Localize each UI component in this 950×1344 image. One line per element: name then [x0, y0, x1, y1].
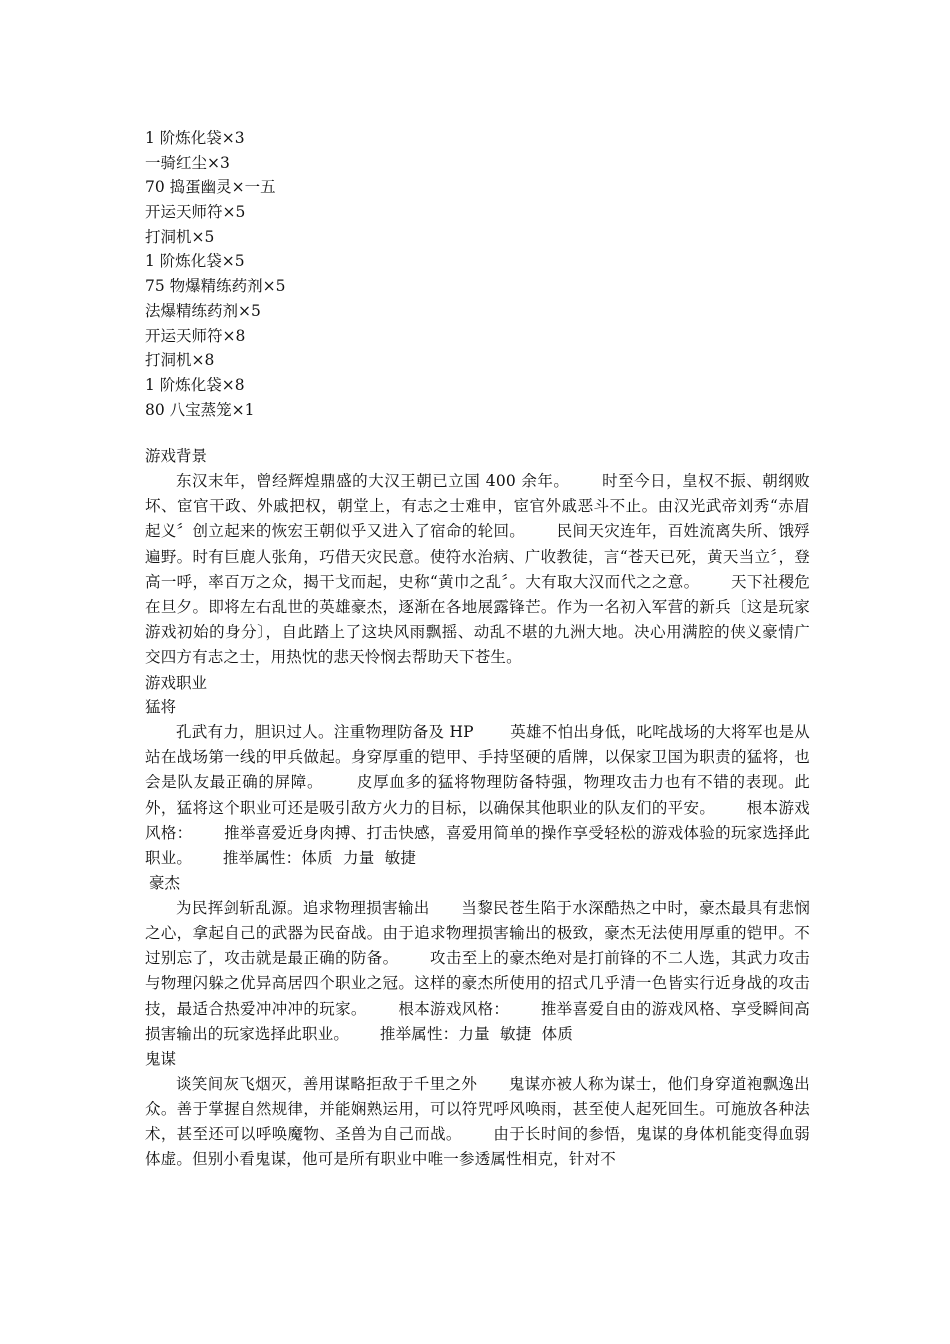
list-item: 开运天师符×8: [145, 326, 246, 345]
list-item: 1 阶炼化袋×5: [145, 252, 245, 271]
list-item: 1 阶炼化袋×8: [145, 375, 245, 394]
class-description-strategist: 谈笑间灰飞烟灭，善用谋略拒敌于千里之外 鬼谋亦被人称为谋士，他们身穿道袍飘逸出众。善于掌握自然规律，并能娴熟运用，可以符咒呼风唤雨，甚至使人起死回生。可施放各种法术，甚至还可以呼唤魔物、圣兽为自己而战。 由于长时间的参悟，鬼谋的身体机能变得血弱体虚。但别小看鬼谋，他可是所有职业中唯一参透属性相克，针对不: [145, 1074, 810, 1169]
class-description-hero: 为民挥剑斩乱源。追求物理损害输出 当黎民苍生陷于水深酷热之中时，豪杰最具有悲悯之心，拿起自己的武器为民奋战。由于追求物理损害输出的极致，豪杰无法使用厚重的铠甲。不过别忘了，攻击就是最正确的防备。 攻击至上的豪杰绝对是打前锋的不二人选，其武力攻击与物理闪躲之优异高居四个职业之冠。这样的豪杰所使用的招式几乎清一色皆实行近身战的攻击技，最适合热爱冲冲冲的玩家。 根本游戏风格： 推举喜爱自由的游戏风格、享受瞬间高损害输出的玩家选择此职业。 推举属性：力量 敏捷 体质: [145, 898, 810, 1043]
class-name-warrior: 猛将: [145, 698, 177, 717]
document-page: [145, 126, 810, 1173]
list-item: 打洞机×8: [145, 351, 215, 370]
background-paragraph: 东汉末年，曾经辉煌鼎盛的大汉王朝已立国 400 余年。 时至今日，皇权不振、朝纲败坏、宦官干政、外戚把权，朝堂上，有志之士难申，宦官外戚恶斗不止。由汉光武帝刘秀“赤眉起义〞创立起来的恢宏王朝似乎又进入了宿命的轮回。 民间天灾连年，百姓流离失所、饿殍遍野。时有巨鹿人张角，巧借天灾民意。使符水治病、广收教徒，言“苍天已死，黄天当立〞，登高一呼，率百万之众，揭干戈而起，史称“黄巾之乱〞。大有取大汉而代之之意。 天下社稷危在旦夕。即将左右乱世的英雄豪杰，逐渐在各地展露锋芒。作为一名初入军营的新兵〔这是玩家游戏初始的身分〕，自此踏上了这块风雨飘摇、动乱不堪的九洲大地。决心用满腔的侠义豪情广交四方有志之士，用热忱的悲天怜悯去帮助天下苍生。: [145, 471, 810, 667]
spacer: [145, 422, 810, 444]
list-item: 开运天师符×5: [145, 203, 246, 222]
classes-heading: 游戏职业: [145, 673, 208, 692]
list-item: 80 八宝蒸笼×1: [145, 400, 255, 419]
list-item: 打洞机×5: [145, 227, 215, 246]
list-item: 75 物爆精练药剂×5: [145, 277, 286, 296]
class-name-hero: 豪杰: [149, 874, 181, 893]
class-description-warrior: 孔武有力，胆识过人。注重物理防备及 HP 英雄不怕出身低，叱咤战场的大将军也是从站在战场第一线的甲兵做起。身穿厚重的铠甲、手持坚硬的盾牌，以保家卫国为职责的猛将，也会是队友最正确的屏障。 皮厚血多的猛将物理防备特强，物理攻击力也有不错的表现。此外，猛将这个职业可还是吸引敌方火力的目标，以确保其他职业的队友们的平安。 根本游戏风格： 推举喜爱近身肉搏、打击快感，喜爱用简单的操作享受轻松的游戏体验的玩家选择此职业。 推举属性：体质 力量 敏捷: [145, 722, 810, 867]
background-heading: 游戏背景: [145, 447, 208, 466]
list-item: 一骑红尘×3: [145, 153, 230, 172]
list-item: 70 捣蛋幽灵×一五: [145, 178, 276, 197]
list-item: 法爆精练药剂×5: [145, 301, 261, 320]
item-list: [145, 126, 810, 422]
list-item: 1 阶炼化袋×3: [145, 129, 245, 147]
class-name-strategist: 鬼谋: [145, 1050, 177, 1069]
